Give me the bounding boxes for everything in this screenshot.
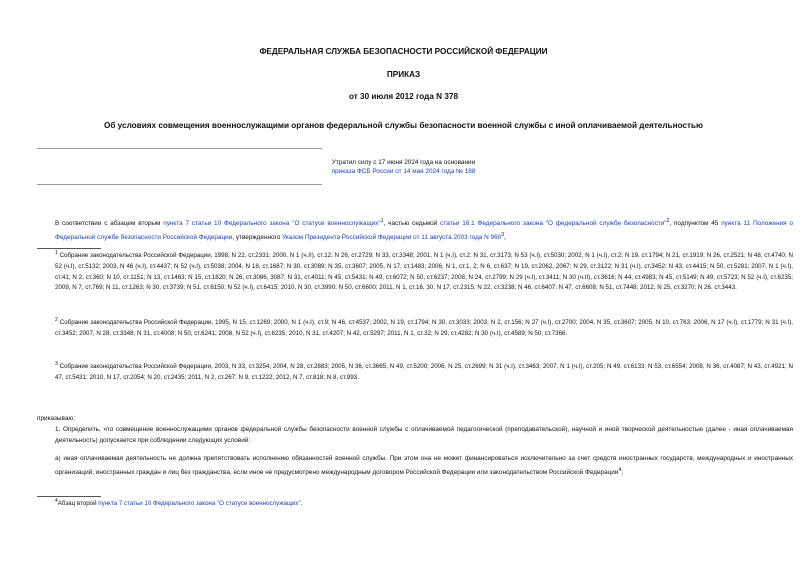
footnote-4-text-2: . [300, 500, 303, 507]
date-number-heading: от 30 июля 2012 года N 378 [348, 92, 459, 101]
item-1-text: 1. Определить, что совмещение военнослужащими органов федеральной службы безопасности военной службы с оплачиваемой педагогической (преподавательской), научной и иной творческой деятельностью (далее - иная оплачиваемая деятельность) допускается при соблюдении следующих условий: [55, 426, 793, 444]
footnote-4-link[interactable]: пункта 7 статьи 10 Федерального закона "О статусе военнослужащих" [98, 500, 301, 507]
status-note-link-wrap [0, 167, 807, 176]
footnote-3-text: Собрание законодательства Российской Федерации, 2003, N 33, ст.3254; 2004, N 28, ст.2883; 2005, N 36, ст.3665, N 49, ст.5200; 2006, N 25, ст.2699; N 31 (ч.I), ст.3463; 2007, N 1 (ч.I), ст.205; N 49, ст.6133; N 53, ст.6554; 2008, N 36, ст.4087; N 43, ст.4921; N 47, ст.5431; 2010, N 17, ст.2054; N 20, ст.2435; 2011, N 2, ст.267; N 9, ст.1222; 2012, N 7, ст.818; N 8, ст.993. [55, 363, 793, 381]
law-status-link[interactable]: пункта 7 статьи 10 Федерального закона "О статусе военнослужащих" [163, 220, 381, 228]
agency-heading: ФЕДЕРАЛЬНАЯ СЛУЖБА БЕЗОПАСНОСТИ РОССИЙСКОЙ ФЕДЕРАЦИИ [259, 47, 548, 56]
footnote-1-mark: 1 [55, 249, 58, 256]
preamble-text-4: , утвержденного [232, 233, 283, 241]
footnote-mark-2[interactable]: 2 [666, 218, 670, 224]
footnote-2-mark: 2 [55, 316, 58, 323]
fsb-regulation-link[interactable]: пункта 11 Положения о Федеральной службе безопасности Российской Федерации [55, 220, 794, 241]
footnote-4 [37, 499, 793, 510]
footnote-3-mark: 3 [55, 360, 58, 367]
status-bottom-rule [37, 184, 322, 185]
footnote-3 [37, 362, 793, 384]
preamble-text-5: , [503, 233, 506, 241]
footnote-4-mark: 4 [55, 497, 58, 504]
status-note-line: Утратил силу с 17 июня 2024 года на основании [331, 159, 476, 166]
preamble-text-2: , частью седьмой [383, 220, 441, 228]
footnote-mark-1[interactable]: 1 [380, 218, 384, 224]
law-fsb-link[interactable]: статьи 16.1 Федерального закона "О федеральной службе безопасности" [440, 220, 667, 228]
document-title: Об условиях совмещения военнослужащими органов федеральной службы безопасности военной службы с иной оплачиваемой деятельностью [103, 121, 704, 130]
footnote-mark-4[interactable]: 4 [618, 466, 622, 473]
footnote-2-text: Собрание законодательства Российской Федерации, 1995, N 15, ст.1269; 2000, N 1 (ч.I), ст.9; N 46, ст.4537; 2002, N 19, ст.1794; N 30, ст.3033; 2003, N 2, ст.156; N 27 (ч.I), ст.2700; 2004, N 35, ст.3607; 2005, N 10, ст.763; 2006, N 17 (ч.I), ст.1779; N 31 (ч.I), ст.3452; 2007, N 28, ст.3348; N 31, ст.4008; N 50, ст.6241; 2008, N 52 (ч.I), ст.6235; 2010, N 31, ст.4207; N 42, ст.5297; 2011, N 1, ст.32; N 29, ст.4282; N 30 (ч.I), ст.4589; N 50, ст.7366. [55, 319, 793, 337]
footnote-rule-2 [37, 496, 101, 497]
presidential-decree-link[interactable]: Указом Президента Российской Федерации от 11 августа 2003 года N 960 [282, 233, 502, 241]
item-a-paragraph [37, 454, 793, 478]
order-word: приказываю: [37, 415, 75, 422]
status-top-rule [37, 148, 322, 149]
doc-type-heading: ПРИКАЗ [386, 70, 421, 79]
item-a-tail: ; [621, 468, 624, 476]
item-a-text: а) иная оплачиваемая деятельность не должна препятствовать исполнению обязанностей военной службы. При этом она не может финансироваться исключительно за счет средств иностранных государств, международных и иностранных организаций, иностранных граждан и лиц без гражданства, если иное не предусмотрено международным договором Российской Федерации или законодательством Российской Федерации [55, 455, 793, 476]
preamble-text-3: , подпунктом 45 [669, 220, 722, 228]
preamble-text-1: В соответствии с абзацем вторым [55, 220, 164, 228]
footnote-rule-1 [37, 248, 101, 249]
footnote-mark-3[interactable]: 3 [501, 231, 504, 238]
footnote-1 [37, 251, 793, 294]
item-1-paragraph [37, 425, 793, 446]
footnote-1-text: Собрание законодательства Российской Федерации, 1998, N 22, ст.2331; 2000, N 1 (ч.II), ст.12; N 26, ст.2729; N 33, ст.3348; 2001, N 1 (ч.I), ст.2; N 31, ст.3173; N 53 (ч.I), ст.5030; 2002, N 1 (ч.I), ст.2; N 19, ст.1794; N 21, ст.1919; N 26, ст.2521; N 48, ст.4740; N 52 (ч.I), ст.5132; 2003, N 46 (ч.I), ст.4437; N 52 (ч.I), ст.5038; 2004, N 18, ст.1687; N 30, ст.3089; N 35, ст.3607; 2005, N 17, ст.1483; 2006, N 1, ст.1, 2; N 6, ст.637; N 19, ст.2062, 2067; N 29, ст.3122; N 31 (ч.I), ст.3452; N 43, ст.4415; N 50, ст.5281; 2007, N 1 (ч.I), ст.41; N 2, ст.360; N 10, ст.1151; N 13, ст.1463; N 15, ст.1820; N 26, ст.3086, 3087; N 31, ст.4011; N 45, ст.5431; N 49, ст.6072; N 50, ст.6237; 2008, N 24, ст.2799; N 29 (ч.I), ст.3411; N 30 (ч.II), ст.3616; N 44, ст.4983; N 45, ст.5149; N 49, ст.5723; N 52 (ч.I), ст.6235; 2009, N 7, ст.769; N 11, ст.1263; N 30, ст.3739; N 51, ст.6150; N 52 (ч.I), ст.6415; 2010, N 30, ст.3990; N 50, ст.6600; 2011, N 1, ст.16, 30; N 17, ст.2315; N 22, ст.3238; N 46, ст.6407; N 47, ст.6608; N 51, ст.7448; 2012, N 25, ст.3270; N 26, ст.3443. [55, 252, 793, 292]
repeal-order-link[interactable]: приказа ФСБ России от 14 мая 2024 года № 188 [331, 168, 476, 175]
preamble-paragraph [37, 216, 793, 243]
footnote-2 [37, 318, 793, 340]
footnote-4-text-1: Абзац второй [57, 500, 99, 507]
